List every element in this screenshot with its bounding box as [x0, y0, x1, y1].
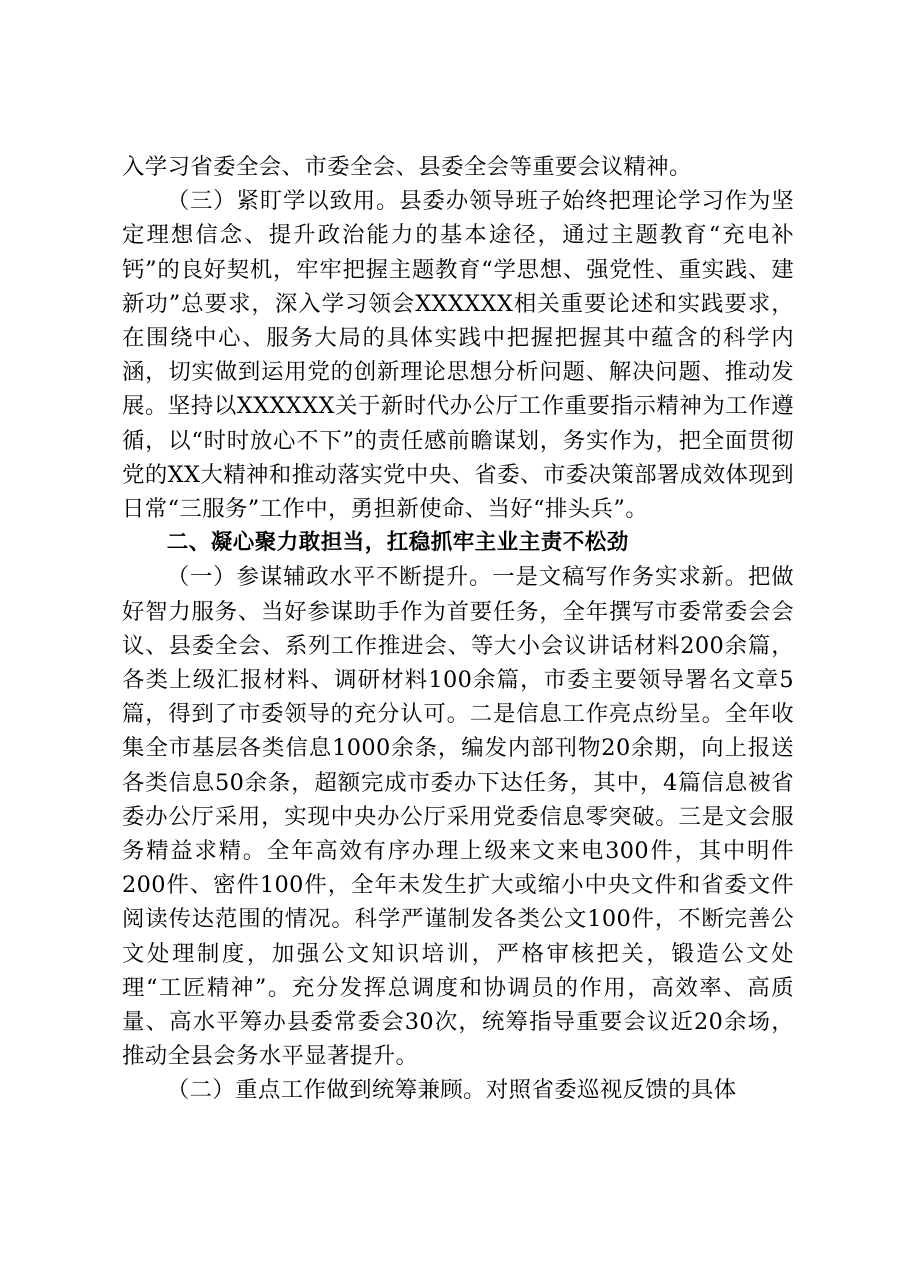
section-heading-2: 二、凝心聚力敢担当，扛稳抓牢主业主责不松劲	[166, 530, 629, 556]
paragraph-subsection-2: （二）重点工作做到统筹兼顾。对照省委巡视反馈的具体	[166, 1077, 737, 1104]
paragraph-section-3: （三）紧盯学以致用。县委办领导班子始终把理论学习作为坚定理想信念、提升政治能力的基本途径，通过主题教育“充电补钙”的良好契机，牢牢把握主题教育“学思想、强党性、重实践、建新功”总要求，深入学习领会XXXXXX相关重要论述和实践要求，在围绕中心、服务大局的具体实践中把握把握其中蕴含的科学内涵，切实做到运用党的创新理论思想分析问题、解决问题、推动发展。坚持以XXXXXX关于新时代办公厅工作重要指示精神为工作遵循，以“时时放心不下”的责任感前瞻谋划，务实作为，把全面贯彻党的XX大精神和推动落实党中央、省委、市委决策部署成效体现到日常“三服务”工作中，勇担新使命、当好“排头兵”。	[122, 188, 794, 523]
paragraph-continued: 入学习省委全会、市委全会、县委全会等重要会议精神。	[122, 154, 692, 180]
paragraph-subsection-1: （一）参谋辅政水平不断提升。一是文稿写作务实求新。把做好智力服务、当好参谋助手作为首要任务，全年撰写市委常委会会议、县委全会、系列工作推进会、等大小会议讲话材料200余篇，各类上级汇报材料、调研材料100余篇，市委主要领导署名文章5篇，得到了市委领导的充分认可。二是信息工作亮点纷呈。全年收集全市基层各类信息1000余条，编发内部刊物20余期，向上报送各类信息50余条，超额完成市委办下达任务，其中，4篇信息被省委办公厅采用，实现中央办公厅采用党委信息零突破。三是文会服务精益求精。全年高效有序办理上级来文来电300件，其中明件200件、密件100件，全年未发生扩大或缩小中央文件和省委文件阅读传达范围的情况。科学严谨制发各类公文100件，不断完善公文处理制度，加强公文知识培训，严格审核把关，锻造公文处理“工匠精神”。充分发挥总调度和协调员的作用，高效率、高质量、高水平筹办县委常委会30次，统筹指导重要会议近20余场，推动全县会务水平显著提升。	[122, 564, 794, 1070]
document-body	[122, 150, 794, 1108]
